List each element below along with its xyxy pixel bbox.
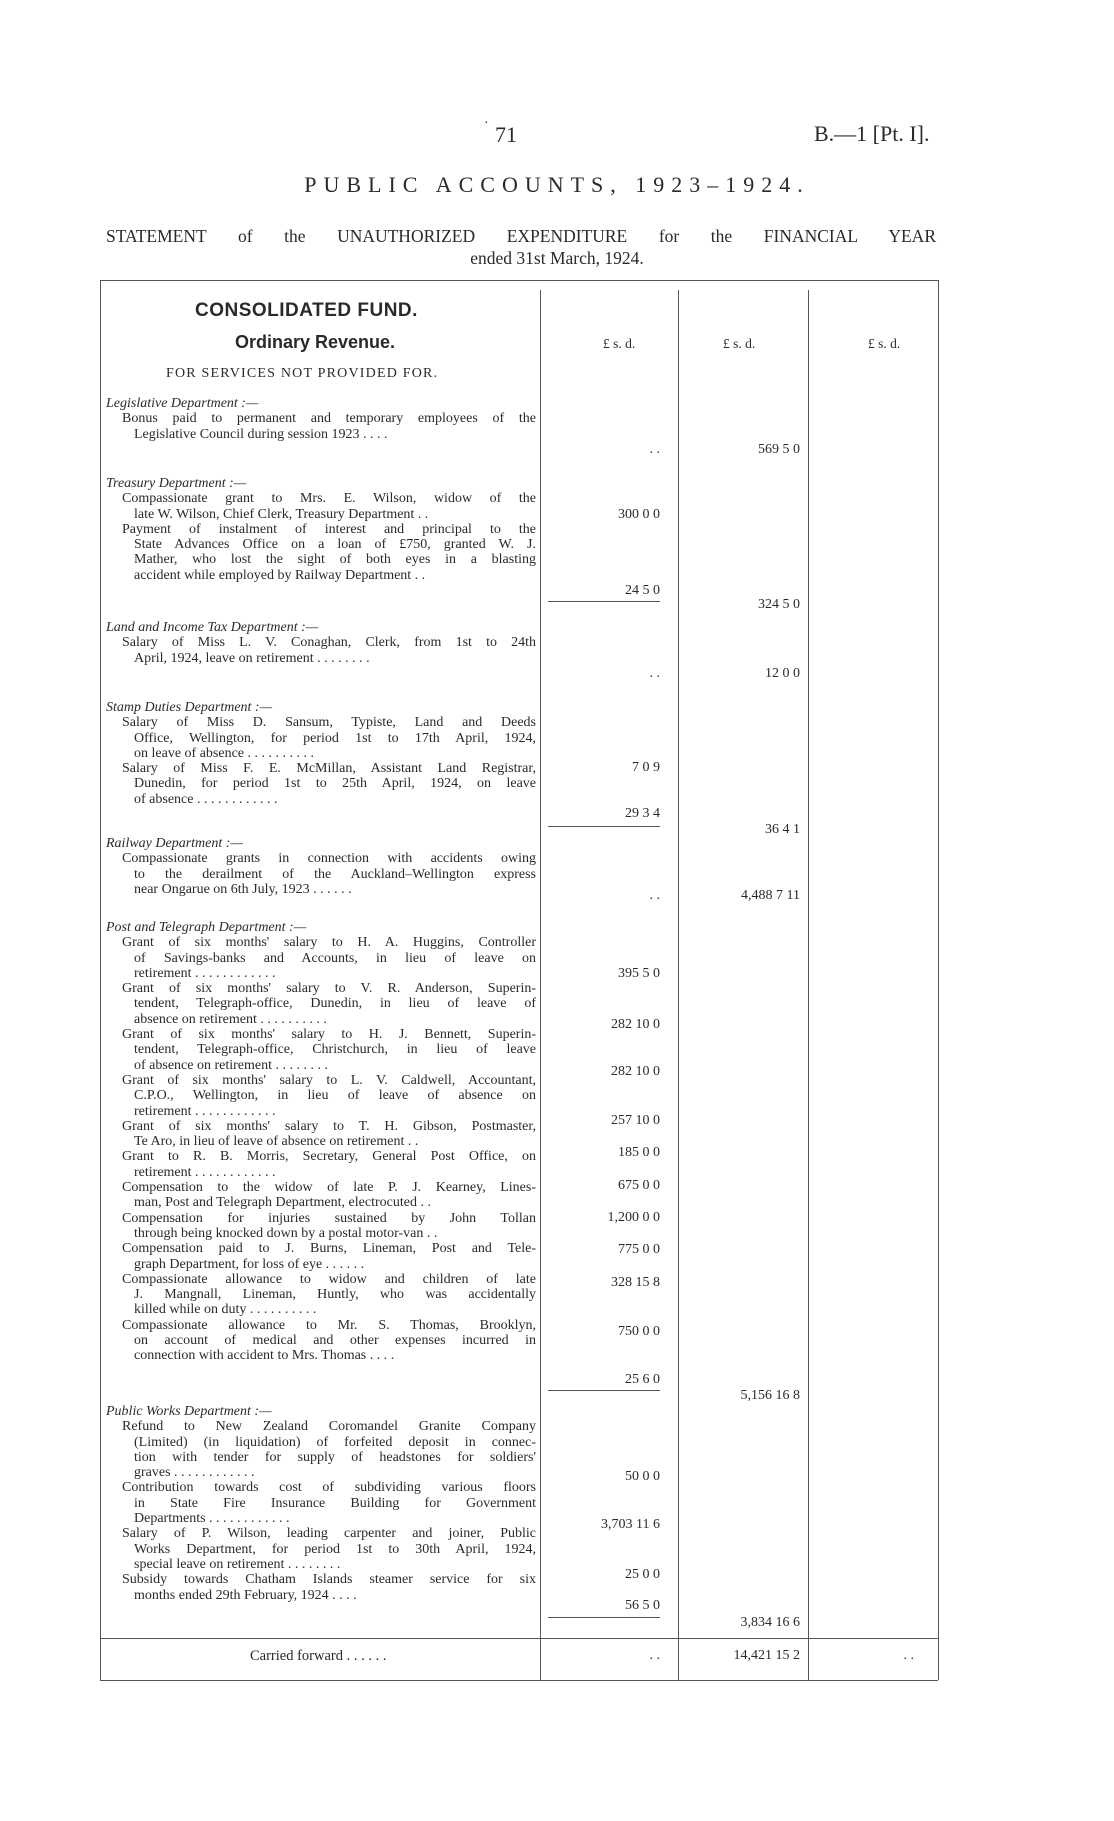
amount-cell: 24 5 0	[625, 583, 660, 598]
department-name: Railway Department :—	[106, 836, 243, 851]
item-line: Bonus paid to permanent and temporary employees of the	[122, 411, 536, 427]
amount-cell: 25 0 0	[625, 1567, 660, 1582]
statement-subheading: ended 31st March, 1924.	[470, 248, 644, 268]
amount-cell: 675 0 0	[618, 1178, 660, 1193]
amount-cell: 50 0 0	[625, 1469, 660, 1484]
item-line: retirement . . . . . . . . . . . .	[134, 1103, 276, 1119]
department-total: 569 5 0	[758, 442, 800, 457]
railway-department-block	[106, 836, 536, 897]
item-line: through being knocked down by a postal motor-van . .	[134, 1225, 438, 1241]
item-line: Salary of Miss L. V. Conaghan, Clerk, from 1st to 24th	[122, 635, 536, 651]
page-title: PUBLIC ACCOUNTS, 1923–1924.	[304, 172, 810, 197]
department-name: Land and Income Tax Department :—	[106, 620, 319, 635]
item-line: on leave of absence . . . . . . . . . .	[134, 745, 314, 761]
fund-caption: FOR SERVICES NOT PROVIDED FOR.	[166, 366, 439, 381]
page-number: 71	[495, 122, 517, 147]
item-line: State Advances Office on a loan of £750, granted W. J.	[134, 537, 536, 553]
department-total: 3,834 16 6	[740, 1615, 800, 1630]
department-total: 12 0 0	[765, 666, 800, 681]
amount-cell: 282 10 0	[611, 1017, 660, 1032]
item-line: on account of medical and other expenses incurred in	[134, 1333, 536, 1349]
amount-cell: 300 0 0	[618, 507, 660, 522]
item-line: Salary of P. Wilson, leading carpenter and joiner, Public	[122, 1526, 536, 1542]
amount-cell: 1,200 0 0	[607, 1210, 660, 1225]
table-top-rule	[100, 280, 938, 281]
item-line: in State Fire Insurance Building for Government	[134, 1495, 536, 1511]
amount-cell: . .	[649, 442, 660, 457]
amount-cell: 3,703 11 6	[601, 1517, 660, 1532]
item-line: Compassionate allowance to widow and children of late	[122, 1271, 536, 1287]
item-line: Dunedin, for period 1st to 25th April, 1924, on leave	[134, 776, 536, 792]
carried-forward-amount-1: . .	[649, 1648, 660, 1663]
department-name: Post and Telegraph Department :—	[106, 920, 307, 935]
item-line: Grant of six months' salary to H. A. Huggins, Controller	[122, 935, 536, 951]
item-line: Salary of Miss F. E. McMillan, Assistant Land Registrar,	[122, 761, 536, 777]
item-line: Legislative Council during session 1923 . . . .	[134, 426, 388, 442]
amount-cell: 328 15 8	[611, 1275, 660, 1290]
department-total: 36 4 1	[765, 822, 800, 837]
item-line: Compassionate allowance to Mr. S. Thomas, Brooklyn,	[122, 1317, 536, 1333]
column-rule-3	[808, 290, 809, 1680]
item-line: Grant of six months' salary to T. H. Gibson, Postmaster,	[122, 1118, 536, 1134]
item-line: Grant of six months' salary to H. J. Bennett, Superin-	[122, 1027, 536, 1043]
column-header-3: £ s. d.	[868, 336, 901, 351]
item-line: Works Department, for period 1st to 30th April, 1924,	[134, 1541, 536, 1557]
item-line: Mather, who lost the sight of both eyes in a blasting	[134, 552, 536, 568]
item-line: absence on retirement . . . . . . . . . .	[134, 1011, 327, 1027]
column-header-1: £ s. d.	[603, 336, 636, 351]
subtotal-rule	[548, 601, 660, 602]
amount-cell: 7 0 9	[632, 760, 660, 775]
document-reference: B.—1 [Pt. I].	[814, 121, 930, 146]
item-line: Compassionate grant to Mrs. E. Wilson, widow of the	[122, 491, 536, 507]
carried-forward-amount-2: 14,421 15 2	[733, 1648, 800, 1663]
item-line: Contribution towards cost of subdividing various floors	[122, 1480, 536, 1496]
amount-cell: 750 0 0	[618, 1324, 660, 1339]
amount-cell: 395 5 0	[618, 966, 660, 981]
item-line: killed while on duty . . . . . . . . . .	[134, 1302, 317, 1318]
item-line: months ended 29th February, 1924 . . . .	[134, 1587, 357, 1603]
item-line: of absence . . . . . . . . . . . .	[134, 791, 278, 807]
item-line: connection with accident to Mrs. Thomas . . . .	[134, 1348, 395, 1364]
land-income-tax-department-block	[106, 620, 536, 666]
amount-cell: 257 10 0	[611, 1113, 660, 1128]
item-line: of absence on retirement . . . . . . . .	[134, 1057, 328, 1073]
item-line: of Savings-banks and Accounts, in lieu of leave on	[134, 950, 536, 966]
amount-cell: 29 3 4	[625, 806, 660, 821]
item-line: Compensation to the widow of late P. J. Kearney, Lines-	[122, 1180, 536, 1196]
table-left-rule	[100, 280, 101, 1680]
subtotal-rule	[548, 826, 660, 827]
treasury-department-block	[106, 476, 536, 583]
item-line: near Ongarue on 6th July, 1923 . . . . . .	[134, 881, 352, 897]
stamp-duties-department-block	[106, 700, 536, 807]
item-line: tendent, Telegraph-office, Christchurch, in lieu of leave	[134, 1042, 536, 1058]
item-line: special leave on retirement . . . . . . . .	[134, 1556, 341, 1572]
subtotal-rule	[548, 1390, 660, 1391]
item-line: Compassionate grants in connection with accidents owing	[122, 851, 536, 867]
page-number-dot: ·	[484, 116, 489, 131]
item-line: Grant to R. B. Morris, Secretary, General Post Office, on	[122, 1149, 536, 1165]
carried-forward-rule	[100, 1638, 938, 1639]
item-line: J. Mangnall, Lineman, Huntly, who was accidentally	[134, 1287, 536, 1303]
subtotal-rule	[548, 1617, 660, 1618]
item-line: Te Aro, in lieu of leave of absence on retirement . .	[134, 1134, 419, 1150]
statement-heading: STATEMENT of the UNAUTHORIZED EXPENDITURE for the FINANCIAL YEAR	[106, 226, 936, 246]
item-line: graves . . . . . . . . . . . .	[134, 1465, 255, 1481]
department-total: 5,156 16 8	[740, 1388, 800, 1403]
item-line: Compensation paid to J. Burns, Lineman, Post and Tele-	[122, 1241, 536, 1257]
item-line: Grant of six months' salary to V. R. Anderson, Superin-	[122, 981, 536, 997]
column-rule-2	[678, 290, 679, 1680]
public-works-department-block	[106, 1404, 536, 1603]
item-line: man, Post and Telegraph Department, electrocuted . .	[134, 1195, 431, 1211]
department-total: 324 5 0	[758, 597, 800, 612]
item-line: retirement . . . . . . . . . . . .	[134, 1164, 276, 1180]
item-line: Departments . . . . . . . . . . . .	[134, 1511, 290, 1527]
carried-forward-label: Carried forward . . . . . .	[250, 1648, 387, 1664]
column-header-2: £ s. d.	[723, 336, 756, 351]
department-name: Public Works Department :—	[106, 1404, 272, 1419]
item-line: Refund to New Zealand Coromandel Granite Company	[122, 1419, 536, 1435]
item-line: Grant of six months' salary to L. V. Caldwell, Accountant,	[122, 1072, 536, 1088]
item-line: late W. Wilson, Chief Clerk, Treasury Department . .	[134, 506, 429, 522]
item-line: tendent, Telegraph-office, Dunedin, in lieu of leave of	[134, 996, 536, 1012]
item-line: Office, Wellington, for period 1st to 17th April, 1924,	[134, 730, 536, 746]
item-line: April, 1924, leave on retirement . . . . . . . .	[134, 650, 370, 666]
department-name: Treasury Department :—	[106, 476, 247, 491]
item-line: graph Department, for loss of eye . . . . . .	[134, 1256, 365, 1272]
item-line: (Limited) (in liquidation) of forfeited deposit in connec-	[134, 1434, 536, 1450]
item-line: accident while employed by Railway Department . .	[134, 567, 426, 583]
amount-cell: 185 0 0	[618, 1145, 660, 1160]
item-line: Compensation for injuries sustained by John Tollan	[122, 1210, 536, 1226]
amount-cell: . .	[649, 666, 660, 681]
legislative-department-block	[106, 396, 536, 442]
table-bottom-rule	[100, 1680, 938, 1681]
item-line: Salary of Miss D. Sansum, Typiste, Land and Deeds	[122, 715, 536, 731]
column-rule-1	[540, 290, 541, 1680]
amount-cell: . .	[649, 888, 660, 903]
item-line: C.P.O., Wellington, in lieu of leave of absence on	[134, 1088, 536, 1104]
item-line: to the derailment of the Auckland–Wellington express	[134, 866, 536, 882]
amount-cell: 56 5 0	[625, 1598, 660, 1613]
amount-cell: 775 0 0	[618, 1242, 660, 1257]
carried-forward-amount-3: . .	[903, 1648, 914, 1663]
item-line: retirement . . . . . . . . . . . .	[134, 965, 276, 981]
department-name: Stamp Duties Department :—	[106, 700, 273, 715]
table-right-rule	[938, 280, 939, 1680]
fund-name: CONSOLIDATED FUND.	[195, 300, 418, 321]
post-telegraph-department-block	[106, 920, 536, 1364]
amount-cell: 25 6 0	[625, 1372, 660, 1387]
item-line: Payment of instalment of interest and principal to the	[122, 521, 536, 537]
item-line: tion with tender for supply of headstones for soldiers'	[134, 1449, 536, 1465]
department-total: 4,488 7 11	[741, 888, 800, 903]
amount-cell: 282 10 0	[611, 1064, 660, 1079]
department-name: Legislative Department :—	[106, 396, 259, 411]
fund-subheading: Ordinary Revenue.	[235, 332, 396, 352]
item-line: Subsidy towards Chatham Islands steamer service for six	[122, 1572, 536, 1588]
